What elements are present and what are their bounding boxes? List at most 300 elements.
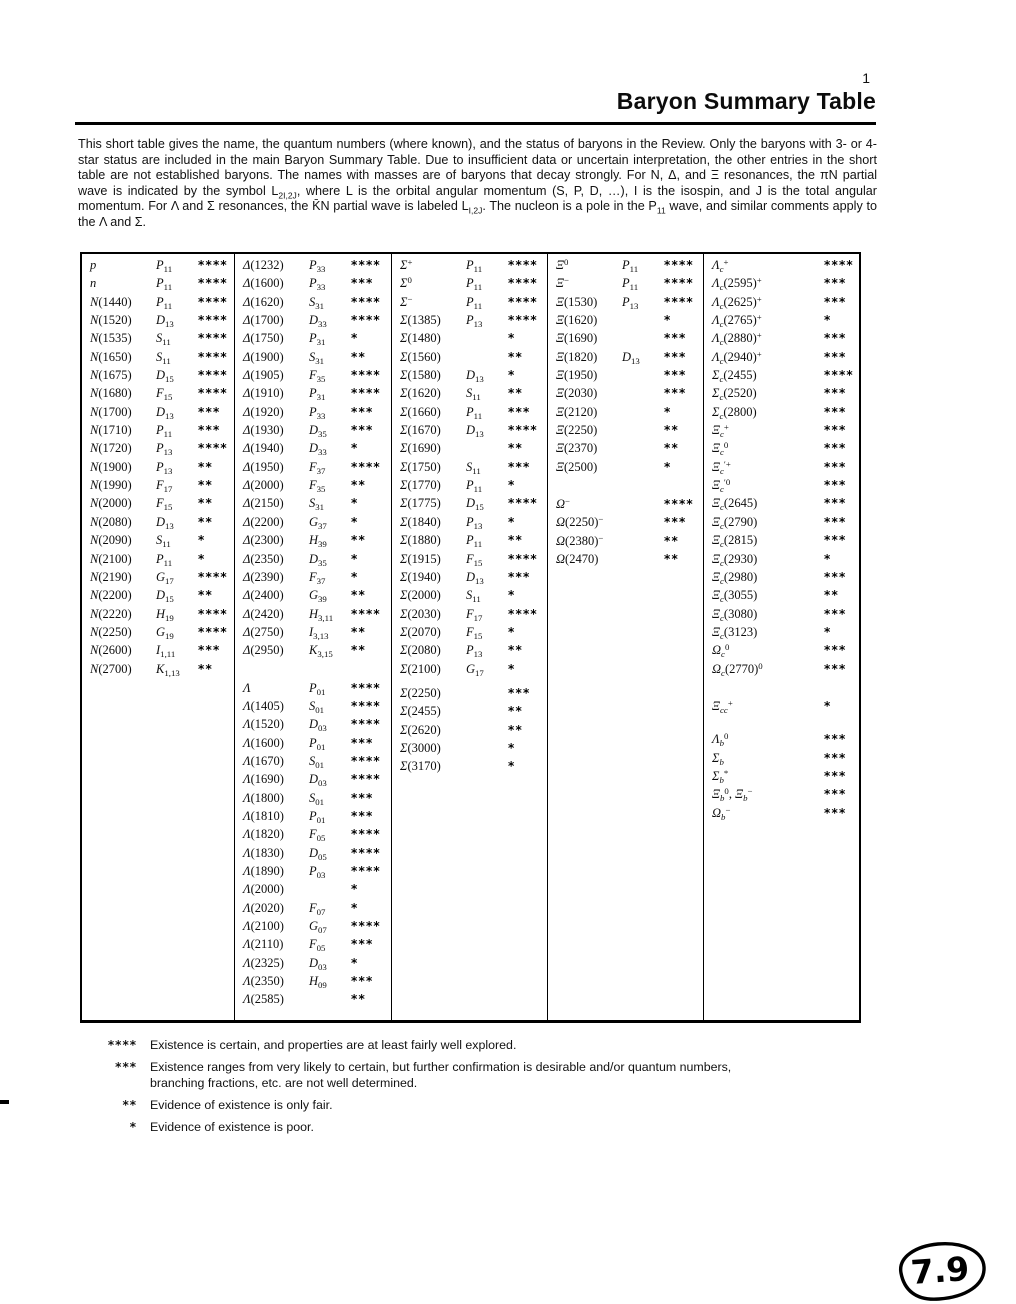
particle-name: $\Lambda_c(2940)^+$ xyxy=(712,348,762,366)
status-stars: ** xyxy=(198,661,213,676)
particle-name: Σ(1770) xyxy=(400,478,441,493)
particle-row xyxy=(243,515,391,533)
particle-name: Δ(2300) xyxy=(243,533,284,548)
partial-wave: $P_{03}$ xyxy=(309,864,326,880)
status-stars: ** xyxy=(664,441,679,456)
legend-item xyxy=(95,1098,835,1113)
status-stars: * xyxy=(508,331,516,346)
particle-name: $\Xi_c^0$ xyxy=(712,440,729,458)
status-stars: *** xyxy=(508,569,531,584)
particle-name: $\Lambda_c^+$ xyxy=(712,257,729,274)
particle-row xyxy=(556,423,703,441)
partial-wave: $F_{35}$ xyxy=(309,368,326,384)
partial-wave: $D_{15}$ xyxy=(466,496,484,513)
particle-row xyxy=(556,313,703,331)
particle-name: N(2200) xyxy=(90,588,132,603)
particle-section xyxy=(243,681,391,1011)
particle-row xyxy=(712,386,859,404)
partial-wave: $K_{1,13}$ xyxy=(156,661,180,678)
particle-name: Σ(1940) xyxy=(400,569,441,584)
particle-name: N(2090) xyxy=(90,533,132,548)
partial-wave: $I_{3,13}$ xyxy=(309,624,329,641)
particle-name: $\Sigma_c(2800)$ xyxy=(712,404,757,421)
particle-name: N(1720) xyxy=(90,441,132,456)
particle-name: Δ(1700) xyxy=(243,313,284,328)
particle-row xyxy=(400,643,547,661)
particle-name: Δ(2000) xyxy=(243,478,284,493)
status-stars: **** xyxy=(198,386,228,401)
particle-name: N(2220) xyxy=(90,606,132,621)
particle-row xyxy=(243,496,391,514)
partial-wave: $S_{11}$ xyxy=(156,331,171,348)
status-stars: **** xyxy=(351,698,381,713)
particle-row xyxy=(243,625,391,643)
particle-name: $\Xi_c(3080)$ xyxy=(712,606,758,623)
particle-name: $\Sigma_b^*$ xyxy=(712,767,729,785)
status-stars: *** xyxy=(198,423,221,438)
particle-name: Σ(2030) xyxy=(400,606,441,621)
star-rating-legend xyxy=(95,1038,835,1142)
particle-name: $\Xi_b^0$, $\Xi_b^-$ xyxy=(712,786,753,804)
particle-row xyxy=(243,974,391,992)
particle-row xyxy=(90,533,234,551)
particle-row xyxy=(556,441,703,459)
particle-name: Λ(1890) xyxy=(243,864,284,878)
status-stars: * xyxy=(824,698,832,713)
particle-name: Λ(2020) xyxy=(243,900,284,915)
status-stars: *** xyxy=(824,294,847,309)
particle-name: N(1680) xyxy=(90,386,132,401)
particle-name: n xyxy=(90,276,97,291)
status-stars: ** xyxy=(351,624,366,639)
status-stars: ** xyxy=(198,496,213,511)
status-stars: **** xyxy=(351,827,381,842)
partial-wave: $P_{11}$ xyxy=(156,276,173,293)
particle-row xyxy=(712,295,859,313)
status-stars: **** xyxy=(664,294,694,309)
particle-name: $\Xi_c(2930)$ xyxy=(712,551,758,568)
status-stars: **** xyxy=(351,258,381,272)
particle-name: Λ(2585) xyxy=(243,992,284,1007)
status-stars: *** xyxy=(824,276,847,291)
particle-name: Σ(1840) xyxy=(400,514,441,529)
partial-wave: $S_{11}$ xyxy=(466,386,481,403)
particle-row xyxy=(90,368,234,386)
particle-row xyxy=(90,662,234,680)
particle-name: Δ(1900) xyxy=(243,349,284,364)
particle-row xyxy=(400,313,547,331)
particle-section xyxy=(400,258,547,680)
partial-wave: $P_{31}$ xyxy=(309,386,326,403)
particle-row xyxy=(400,686,547,704)
partial-wave: $P_{33}$ xyxy=(309,276,326,293)
status-stars: *** xyxy=(824,496,847,511)
partial-wave: $G_{37}$ xyxy=(309,514,327,531)
status-stars: **** xyxy=(351,368,381,383)
status-stars: *** xyxy=(664,386,687,401)
particle-name: N(2000) xyxy=(90,496,132,511)
status-stars: ** xyxy=(198,514,213,529)
status-stars: * xyxy=(508,514,516,529)
partial-wave: $P_{13}$ xyxy=(466,643,483,660)
particle-row xyxy=(90,496,234,514)
particle-row xyxy=(243,276,391,294)
legend-item xyxy=(95,1038,835,1053)
particle-row xyxy=(400,496,547,514)
particle-name: $\Xi_c(3055)$ xyxy=(712,588,758,604)
status-stars: *** xyxy=(351,790,374,805)
partial-wave: $S_{01}$ xyxy=(309,790,325,807)
page-title: Baryon Summary Table xyxy=(616,88,876,114)
status-stars: *** xyxy=(508,404,531,419)
partial-wave: $D_{03}$ xyxy=(309,717,327,734)
partial-wave: $D_{13}$ xyxy=(622,349,640,366)
partial-wave: $P_{11}$ xyxy=(466,294,483,311)
partial-wave: $D_{13}$ xyxy=(156,514,174,531)
status-stars: * xyxy=(824,624,832,639)
partial-wave: $P_{01}$ xyxy=(309,808,326,825)
particle-name: Ξ(1620) xyxy=(556,313,598,328)
status-stars: **** xyxy=(508,606,538,621)
status-stars: **** xyxy=(351,772,381,787)
status-stars: **** xyxy=(351,919,381,934)
particle-row xyxy=(400,478,547,496)
particle-row xyxy=(243,937,391,955)
particle-name: $\Xi_{cc}^+$ xyxy=(712,697,733,715)
status-stars: **** xyxy=(508,258,538,272)
grade-circle-drawing xyxy=(886,1238,994,1304)
particle-row xyxy=(90,515,234,533)
partial-wave: $P_{31}$ xyxy=(309,331,326,348)
status-stars: **** xyxy=(824,368,854,383)
partial-wave: $F_{15}$ xyxy=(156,496,173,513)
particle-row xyxy=(712,588,859,606)
status-stars: * xyxy=(664,404,672,419)
particle-name: $\Lambda_b^0$ xyxy=(712,731,729,749)
particle-row xyxy=(712,331,859,349)
status-stars: *** xyxy=(351,808,374,823)
handwritten-grade-annotation xyxy=(886,1238,994,1304)
particle-row xyxy=(243,350,391,368)
partial-wave: $H_{19}$ xyxy=(156,606,174,623)
particle-row xyxy=(243,791,391,809)
particle-name: Δ(2150) xyxy=(243,496,284,511)
particle-name: Ξ(2120) xyxy=(556,404,598,419)
partial-wave: $D_{33}$ xyxy=(309,441,327,458)
particle-name: $\Sigma_c(2455)$ xyxy=(712,368,757,384)
particle-name: Σ(2080) xyxy=(400,643,441,658)
status-stars: **** xyxy=(351,313,381,328)
status-stars: *** xyxy=(824,441,847,456)
partial-wave: $P_{13}$ xyxy=(622,294,639,311)
particle-name: Σ(1690) xyxy=(400,441,441,456)
partial-wave: $P_{13}$ xyxy=(466,313,483,329)
particle-row xyxy=(243,386,391,404)
partial-wave: $S_{31}$ xyxy=(309,496,325,513)
particle-name: Δ(1905) xyxy=(243,368,284,383)
particle-row xyxy=(243,864,391,882)
particle-row xyxy=(400,723,547,741)
status-stars: *** xyxy=(351,974,374,989)
particle-row xyxy=(90,643,234,661)
particle-name: Ξ(1950) xyxy=(556,368,598,383)
title-rule xyxy=(75,122,876,125)
status-stars: *** xyxy=(824,768,847,783)
particle-name: $\Lambda_c(2625)^+$ xyxy=(712,293,762,311)
partial-wave: $G_{17}$ xyxy=(156,569,174,586)
particle-name: Σ(2455) xyxy=(400,704,441,719)
particle-row xyxy=(243,368,391,386)
status-stars: * xyxy=(351,569,359,584)
particle-name: Λ(2350) xyxy=(243,974,284,989)
particle-row xyxy=(400,533,547,551)
particle-name: Σ(2000) xyxy=(400,588,441,603)
status-stars: ** xyxy=(508,386,523,401)
particle-name: Ξ(2030) xyxy=(556,386,598,401)
particle-row xyxy=(400,759,547,777)
particle-name: $\Sigma_c(2520)$ xyxy=(712,386,757,403)
particle-name: Δ(2350) xyxy=(243,551,284,566)
particle-row xyxy=(400,331,547,349)
partial-wave: $P_{11}$ xyxy=(466,533,483,549)
particle-row xyxy=(400,441,547,459)
partial-wave: $P_{11}$ xyxy=(622,258,639,274)
partial-wave: $S_{11}$ xyxy=(156,349,171,366)
status-stars: **** xyxy=(351,459,381,474)
column-sigma xyxy=(391,254,547,1020)
status-stars: * xyxy=(351,331,359,346)
status-stars: *** xyxy=(664,368,687,383)
particle-row xyxy=(243,570,391,588)
particle-row xyxy=(712,570,859,588)
status-stars: *** xyxy=(824,331,847,346)
particle-name: Λ(1600) xyxy=(243,735,284,750)
particle-row xyxy=(556,515,703,533)
particle-row xyxy=(556,534,703,552)
particle-row xyxy=(90,441,234,459)
particle-name: N(2250) xyxy=(90,624,132,639)
particle-name: Ξ(2500) xyxy=(556,459,598,474)
particle-row xyxy=(712,787,859,805)
status-stars: **** xyxy=(508,423,538,438)
particle-row xyxy=(243,295,391,313)
particle-row xyxy=(400,570,547,588)
particle-name: Σ(1620) xyxy=(400,386,441,401)
legend-stars: *** xyxy=(115,1060,137,1075)
status-stars: * xyxy=(351,955,359,970)
particle-row xyxy=(400,386,547,404)
particle-row xyxy=(712,313,859,331)
status-stars: ** xyxy=(351,992,366,1007)
particle-row xyxy=(400,368,547,386)
particle-row xyxy=(712,496,859,514)
particle-name: Σ(1660) xyxy=(400,404,441,419)
partial-wave: $P_{13}$ xyxy=(466,514,483,531)
particle-name: Δ(1930) xyxy=(243,423,284,438)
particle-row xyxy=(243,809,391,827)
particle-row xyxy=(712,515,859,533)
legend-text: Existence ranges from very likely to certain, but further confirmation is desirable and/or quantum numbers, branching fractions, etc. are not well determined. xyxy=(150,1060,732,1090)
partial-wave: $P_{11}$ xyxy=(156,423,173,439)
partial-wave: $D_{35}$ xyxy=(309,551,327,568)
particle-name: N(1990) xyxy=(90,478,132,493)
particle-name: Λ(1800) xyxy=(243,790,284,805)
particle-section xyxy=(712,699,859,717)
particle-row xyxy=(400,515,547,533)
status-stars: ** xyxy=(508,722,523,737)
particle-name: Ξ(2250) xyxy=(556,423,598,438)
partial-wave: $D_{13}$ xyxy=(466,368,484,384)
particle-row xyxy=(712,732,859,750)
partial-wave: $P_{11}$ xyxy=(466,478,483,494)
partial-wave: $F_{15}$ xyxy=(466,551,483,568)
legend-text: Existence is certain, and properties are at least fairly well explored. xyxy=(150,1038,517,1052)
status-stars: *** xyxy=(351,276,374,291)
status-stars: *** xyxy=(351,423,374,438)
particle-row xyxy=(243,460,391,478)
legend-item xyxy=(95,1120,835,1135)
particle-row xyxy=(243,552,391,570)
particle-name: Δ(1940) xyxy=(243,441,284,456)
partial-wave: $D_{13}$ xyxy=(466,569,484,586)
partial-wave: $P_{13}$ xyxy=(156,459,173,476)
particle-row xyxy=(243,331,391,349)
particle-row xyxy=(556,295,703,313)
partial-wave: $F_{37}$ xyxy=(309,569,326,586)
particle-row xyxy=(243,919,391,937)
status-stars: *** xyxy=(824,423,847,438)
status-stars: ** xyxy=(198,459,213,474)
particle-name: Ω(2380)− xyxy=(556,532,604,548)
particle-name: $\Xi_c(2645)$ xyxy=(712,496,758,513)
status-stars: **** xyxy=(351,717,381,732)
status-stars: **** xyxy=(824,258,854,272)
status-stars: *** xyxy=(198,643,221,658)
particle-row xyxy=(243,681,391,699)
particle-row xyxy=(243,956,391,974)
particle-name: N(1900) xyxy=(90,459,132,474)
particle-name: Δ(2420) xyxy=(243,606,284,621)
particle-name: N(2600) xyxy=(90,643,132,658)
particle-name: Δ(1232) xyxy=(243,258,284,272)
status-stars: *** xyxy=(508,459,531,474)
particle-row xyxy=(400,662,547,680)
particle-row xyxy=(400,423,547,441)
particle-row xyxy=(712,405,859,423)
partial-wave: $P_{13}$ xyxy=(156,441,173,458)
status-stars: *** xyxy=(824,606,847,621)
partial-wave: $P_{33}$ xyxy=(309,404,326,421)
partial-wave: $D_{03}$ xyxy=(309,955,327,972)
status-stars: **** xyxy=(198,313,228,328)
status-stars: *** xyxy=(824,478,847,493)
particle-row xyxy=(90,313,234,331)
particle-section xyxy=(556,497,703,570)
particle-section xyxy=(556,258,703,478)
particle-row xyxy=(243,533,391,551)
particle-name: N(2700) xyxy=(90,661,132,676)
particle-row xyxy=(712,258,859,276)
particle-name: $\Omega_b^-$ xyxy=(712,804,731,822)
status-stars: **** xyxy=(351,386,381,401)
particle-row xyxy=(90,386,234,404)
particle-row xyxy=(712,423,859,441)
particle-name: Σ(1880) xyxy=(400,533,441,548)
particle-row xyxy=(712,699,859,717)
status-stars: *** xyxy=(664,349,687,364)
status-stars: **** xyxy=(664,258,694,272)
status-stars: * xyxy=(664,459,672,474)
particle-row xyxy=(90,258,234,276)
partial-wave: $D_{15}$ xyxy=(156,368,174,384)
particle-name: N(1520) xyxy=(90,313,132,328)
particle-row xyxy=(90,552,234,570)
particle-row xyxy=(243,588,391,606)
particle-name: Ξ(1690) xyxy=(556,331,598,346)
status-stars: ** xyxy=(508,349,523,364)
particle-row xyxy=(90,625,234,643)
particle-name: $\Xi^0$ xyxy=(556,257,569,272)
partial-wave: $G_{39}$ xyxy=(309,588,327,604)
status-stars: **** xyxy=(508,276,538,291)
partial-wave: $D_{33}$ xyxy=(309,313,327,329)
particle-row xyxy=(243,827,391,845)
status-stars: **** xyxy=(351,680,381,695)
partial-wave: $S_{11}$ xyxy=(466,459,481,476)
particle-row xyxy=(90,295,234,313)
particle-row xyxy=(90,460,234,478)
status-stars: * xyxy=(824,313,832,328)
particle-name: Δ(1910) xyxy=(243,386,284,401)
partial-wave: $D_{15}$ xyxy=(156,588,174,604)
particle-row xyxy=(556,258,703,276)
status-stars: **** xyxy=(198,331,228,346)
status-stars: *** xyxy=(198,404,221,419)
status-stars: * xyxy=(508,759,516,774)
particle-name: p xyxy=(90,258,97,272)
status-stars: ** xyxy=(351,478,366,493)
particle-name: Λ(1520) xyxy=(243,717,284,732)
particle-row xyxy=(556,368,703,386)
status-stars: * xyxy=(508,661,516,676)
particle-name: Σ(1915) xyxy=(400,551,441,566)
particle-name: Δ(2400) xyxy=(243,588,284,603)
particle-row xyxy=(400,350,547,368)
status-stars: *** xyxy=(351,404,374,419)
particle-row xyxy=(712,276,859,294)
status-stars: **** xyxy=(508,313,538,328)
particle-name: Δ(2950) xyxy=(243,643,284,658)
status-stars: * xyxy=(508,624,516,639)
status-stars: **** xyxy=(351,753,381,768)
particle-name: Δ(1920) xyxy=(243,404,284,419)
status-stars: **** xyxy=(351,845,381,860)
particle-name: $\Xi_c^+$ xyxy=(712,422,729,439)
particle-row xyxy=(243,441,391,459)
particle-row xyxy=(90,607,234,625)
status-stars: **** xyxy=(198,606,228,621)
status-stars: ** xyxy=(198,478,213,493)
status-stars: **** xyxy=(351,294,381,309)
particle-name: N(1535) xyxy=(90,331,132,346)
status-stars: * xyxy=(824,551,832,566)
particle-row xyxy=(712,806,859,824)
particle-row xyxy=(712,368,859,386)
particle-name: Λ(1690) xyxy=(243,772,284,787)
status-stars: * xyxy=(351,514,359,529)
particle-name: Σ(1580) xyxy=(400,368,441,383)
particle-name: Ξ− xyxy=(556,275,569,291)
